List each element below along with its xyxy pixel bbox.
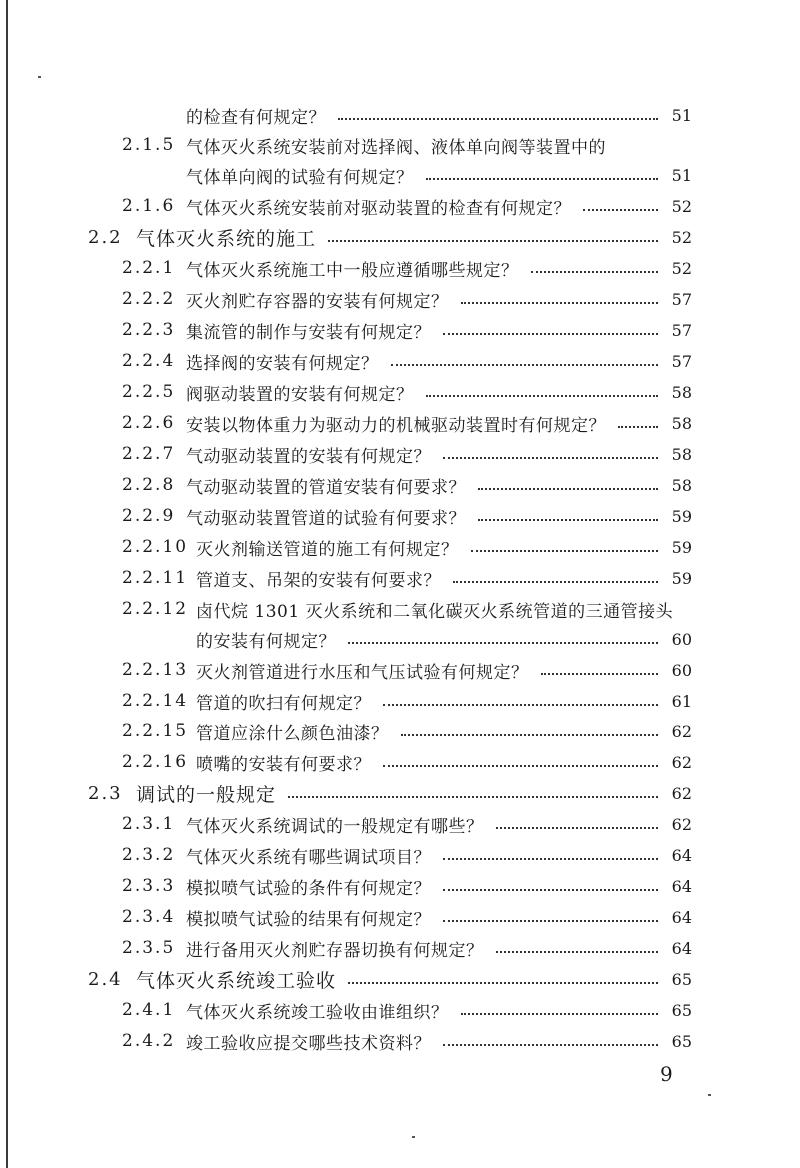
toc-entry-number: 2.2.14 xyxy=(122,691,189,711)
toc-entry-page: 52 xyxy=(671,258,692,278)
toc-entry-number: 2.2.9 xyxy=(122,506,176,526)
toc-entry-page: 59 xyxy=(671,537,692,557)
dot-leader xyxy=(531,271,659,273)
toc-entry-title: 灭火剂管道进行水压和气压试验有何规定？ xyxy=(196,662,529,683)
toc-entry-number: 2.3.4 xyxy=(122,907,176,927)
toc-entry-title: 气体单向阀的试验有何规定？ xyxy=(186,167,414,188)
toc-entry-page: 65 xyxy=(671,1031,692,1051)
toc-entry[interactable] xyxy=(122,284,692,314)
toc-entry-page: 60 xyxy=(671,629,692,649)
dot-leader xyxy=(541,673,659,675)
toc-entry[interactable] xyxy=(122,655,692,685)
toc-entry-number: 2.3.2 xyxy=(122,845,176,865)
toc-entry-page: 61 xyxy=(671,691,692,711)
toc-entry-title: 气动驱动装置的管道安装有何要求？ xyxy=(186,477,466,498)
toc-entry[interactable] xyxy=(122,871,692,901)
toc-entry[interactable] xyxy=(186,160,692,190)
toc-entry-number: 2.2.5 xyxy=(122,382,176,402)
toc-entry[interactable] xyxy=(186,100,692,130)
dot-leader xyxy=(443,889,658,891)
toc-entry-page: 58 xyxy=(671,475,692,495)
toc-entry-number: 2.2.4 xyxy=(122,351,176,371)
toc-entry-number: 2.1.5 xyxy=(122,135,176,155)
dot-leader xyxy=(348,642,658,644)
toc-entry[interactable] xyxy=(122,594,692,624)
toc-entry-title: 气体灭火系统安装前对驱动装置的检查有何规定？ xyxy=(186,198,571,219)
toc-entry-title: 气体灭火系统安装前对选择阀、液体单向阀等装置中的 xyxy=(186,137,606,158)
toc-entry-number: 2.2.13 xyxy=(122,660,189,680)
toc-entry-number: 2.2.10 xyxy=(122,537,189,557)
dot-leader xyxy=(383,704,658,706)
dot-leader xyxy=(478,488,658,490)
dot-leader xyxy=(288,796,658,798)
toc-entry-page: 65 xyxy=(671,1000,692,1020)
toc-entry-page: 64 xyxy=(671,876,692,896)
toc-entry-title: 气体灭火系统竣工验收 xyxy=(136,969,337,992)
toc-entry[interactable] xyxy=(88,222,692,252)
toc-entry-number: 2.4.2 xyxy=(122,1031,176,1051)
scan-speck xyxy=(412,1136,415,1138)
dot-leader xyxy=(443,1044,658,1046)
toc-entry-title: 竣工验收应提交哪些技术资料？ xyxy=(186,1033,431,1054)
toc-entry[interactable] xyxy=(122,686,692,716)
dot-leader xyxy=(426,178,659,180)
toc-entry[interactable] xyxy=(122,716,692,746)
dot-leader xyxy=(496,951,659,953)
toc-entry-page: 51 xyxy=(671,105,692,125)
scan-speck xyxy=(708,1094,711,1096)
toc-entry-page: 58 xyxy=(671,444,692,464)
toc-entry-page: 52 xyxy=(671,227,692,247)
toc-entry-number: 2.2 xyxy=(88,226,123,248)
toc-entry[interactable] xyxy=(122,501,692,531)
toc-entry-title: 调试的一般规定 xyxy=(136,783,277,806)
toc-entry-number: 2.2.7 xyxy=(122,444,176,464)
toc-entry-number: 2.3 xyxy=(88,782,123,804)
toc-entry-page: 57 xyxy=(671,351,692,371)
toc-entry-page: 59 xyxy=(671,568,692,588)
dot-leader xyxy=(401,734,659,736)
toc-entry-title: 气体灭火系统竣工验收由谁组织？ xyxy=(186,1002,449,1023)
dot-leader xyxy=(471,550,659,552)
toc-entry-title: 管道支、吊架的安装有何要求？ xyxy=(196,570,441,591)
dot-leader xyxy=(443,858,658,860)
toc-entry-number: 2.3.3 xyxy=(122,876,176,896)
toc-entry[interactable] xyxy=(196,624,692,654)
toc-entry-title: 模拟喷气试验的结果有何规定？ xyxy=(186,909,431,930)
toc-entry-title: 管道的吹扫有何规定？ xyxy=(196,693,371,714)
dot-leader xyxy=(461,302,659,304)
toc-entry-title: 的安装有何规定？ xyxy=(196,631,336,652)
toc-entry-page: 62 xyxy=(671,783,692,803)
toc-entry-title: 气体灭火系统的施工 xyxy=(136,227,317,250)
dot-leader xyxy=(461,1013,659,1015)
toc-entry-title: 集流管的制作与安装有何规定？ xyxy=(186,322,431,343)
toc-entry[interactable] xyxy=(122,563,692,593)
toc-entry[interactable] xyxy=(122,902,692,932)
toc-entry-number: 2.2.1 xyxy=(122,258,176,278)
toc-entry-title: 灭火剂贮存容器的安装有何规定？ xyxy=(186,291,449,312)
toc-entry-title: 阀驱动装置的安装有何规定？ xyxy=(186,384,414,405)
toc-entry-title: 安装以物体重力为驱动力的机械驱动装置时有何规定？ xyxy=(186,415,606,436)
toc-entry-number: 2.4.1 xyxy=(122,1000,176,1020)
toc-entry[interactable] xyxy=(88,778,692,808)
dot-leader xyxy=(478,519,658,521)
page-number: 9 xyxy=(660,1062,673,1086)
toc-entry-number: 2.4 xyxy=(88,968,123,990)
toc-entry-page: 58 xyxy=(671,382,692,402)
toc-entry-title: 气体灭火系统调试的一般规定有哪些？ xyxy=(186,816,484,837)
toc-entry-number: 2.3.5 xyxy=(122,938,176,958)
toc-entry[interactable] xyxy=(122,130,692,160)
toc-entry-number: 2.2.3 xyxy=(122,320,176,340)
toc-entry-title: 气动驱动装置的安装有何规定？ xyxy=(186,446,431,467)
dot-leader xyxy=(496,827,659,829)
toc-entry[interactable] xyxy=(122,253,692,283)
toc-entry-page: 58 xyxy=(671,413,692,433)
toc-entry[interactable] xyxy=(122,377,692,407)
toc-entry-title: 卤代烷 1301 灭火系统和二氧化碳灭火系统管道的三通管接头 xyxy=(196,601,674,622)
toc-entry-title: 进行备用灭火剂贮存器切换有何规定？ xyxy=(186,940,484,961)
toc-entry-number: 2.2.12 xyxy=(122,599,189,619)
toc-entry-number: 2.2.16 xyxy=(122,752,189,772)
toc-entry[interactable] xyxy=(122,933,692,963)
dot-leader xyxy=(443,457,658,459)
toc-entry[interactable] xyxy=(122,315,692,345)
toc-entry[interactable] xyxy=(122,747,692,777)
toc-entry-page: 64 xyxy=(671,907,692,927)
toc-entry-page: 60 xyxy=(671,660,692,680)
dot-leader xyxy=(348,982,658,984)
toc-entry-title: 选择阀的安装有何规定？ xyxy=(186,353,379,374)
toc-entry-number: 2.2.2 xyxy=(122,289,176,309)
toc-entry[interactable] xyxy=(122,840,692,870)
toc-entry-number: 2.1.6 xyxy=(122,196,176,216)
toc-entry-number: 2.2.6 xyxy=(122,413,176,433)
toc-entry-title: 管道应涂什么颜色油漆？ xyxy=(196,723,389,744)
toc-entry-number: 2.2.15 xyxy=(122,721,189,741)
dot-leader xyxy=(443,333,658,335)
toc-entry-number: 2.2.11 xyxy=(122,568,189,588)
toc-entry[interactable] xyxy=(122,439,692,469)
toc-entry[interactable] xyxy=(122,191,692,221)
toc-entry[interactable] xyxy=(122,532,692,562)
dot-leader xyxy=(328,240,658,242)
toc-entry-title: 气动驱动装置管道的试验有何要求？ xyxy=(186,508,466,529)
toc-entry-number: 2.3.1 xyxy=(122,814,176,834)
scan-speck xyxy=(38,76,41,78)
toc-entry[interactable] xyxy=(88,964,692,994)
toc-entry-title: 气体灭火系统有哪些调试项目？ xyxy=(186,847,431,868)
toc-entry-page: 51 xyxy=(671,165,692,185)
toc-entry[interactable] xyxy=(122,809,692,839)
toc-entry-page: 62 xyxy=(671,721,692,741)
toc-entry-page: 64 xyxy=(671,845,692,865)
dot-leader xyxy=(391,364,659,366)
toc-entry-page: 57 xyxy=(671,289,692,309)
dot-leader xyxy=(583,209,658,211)
dot-leader xyxy=(453,581,658,583)
toc-entry-page: 59 xyxy=(671,506,692,526)
toc-entry-page: 64 xyxy=(671,938,692,958)
dot-leader xyxy=(618,426,658,428)
toc-entry-title: 的检查有何规定？ xyxy=(186,107,326,128)
toc-entry-title: 灭火剂输送管道的施工有何规定？ xyxy=(196,539,459,560)
toc-entry[interactable] xyxy=(122,408,692,438)
toc-entry-number: 2.2.8 xyxy=(122,475,176,495)
toc-entry-page: 62 xyxy=(671,814,692,834)
toc-entry-title: 喷嘴的安装有何要求？ xyxy=(196,754,371,775)
toc-entry-page: 65 xyxy=(671,969,692,989)
toc-entry-page: 52 xyxy=(671,196,692,216)
toc-entry-title: 模拟喷气试验的条件有何规定？ xyxy=(186,878,431,899)
dot-leader xyxy=(383,765,658,767)
toc-entry[interactable] xyxy=(122,995,692,1025)
dot-leader xyxy=(338,118,658,120)
toc-entry[interactable] xyxy=(122,346,692,376)
dot-leader xyxy=(426,395,659,397)
toc-entry-title: 气体灭火系统施工中一般应遵循哪些规定？ xyxy=(186,260,519,281)
toc-entry-page: 57 xyxy=(671,320,692,340)
toc-entry[interactable] xyxy=(122,470,692,500)
toc-entry-page: 62 xyxy=(671,752,692,772)
toc-entry[interactable] xyxy=(122,1026,692,1056)
dot-leader xyxy=(443,920,658,922)
